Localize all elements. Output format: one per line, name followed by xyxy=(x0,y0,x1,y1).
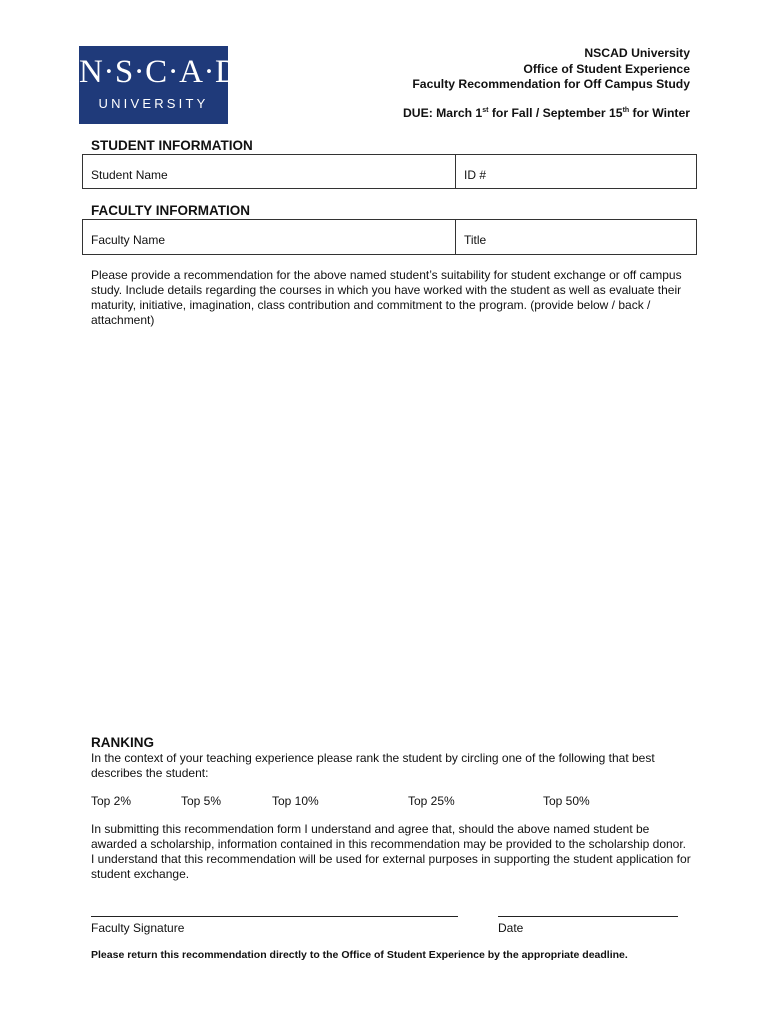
rank-option-top-50[interactable]: Top 50% xyxy=(543,794,590,808)
student-name-field[interactable] xyxy=(83,155,463,188)
student-id-field[interactable] xyxy=(456,155,696,188)
due-sup-1: st xyxy=(482,106,489,114)
logo-subtitle: UNIVERSITY xyxy=(98,96,209,111)
header-university: NSCAD University xyxy=(584,46,690,60)
header-form-title: Faculty Recommendation for Off Campus Study xyxy=(412,77,690,91)
ranking-intro: In the context of your teaching experience please rank the student by circling one of the following that best describes the student: xyxy=(91,751,655,780)
faculty-title-label: Title xyxy=(464,233,487,247)
student-info-title: STUDENT INFORMATION xyxy=(91,138,253,153)
header-office: Office of Student Experience xyxy=(523,62,690,76)
date-label: Date xyxy=(498,921,524,935)
agreement-text: In submitting this recommendation form I understand and agree that, should the above named student be awarded a scholarship, information contained in this recommendation may be provided to the scholarship donor. I understand that this recommendation will be used for external purposes in supporting the student application for student exchange. xyxy=(91,822,691,881)
nscad-logo xyxy=(79,46,240,124)
faculty-title-field[interactable] xyxy=(456,220,696,254)
due-prefix: DUE: March 1 xyxy=(402,106,483,120)
ranking-title: RANKING xyxy=(91,735,154,750)
faculty-signature-line[interactable] xyxy=(91,916,458,917)
faculty-name-label: Faculty Name xyxy=(91,233,166,247)
logo-wordmark: N·S·C·A·D xyxy=(79,54,240,90)
student-name-label: Student Name xyxy=(91,168,168,182)
student-info-box xyxy=(82,154,697,189)
faculty-name-field[interactable] xyxy=(83,220,463,254)
due-suffix: for Winter xyxy=(629,106,690,120)
rank-option-top-25[interactable]: Top 25% xyxy=(408,794,455,808)
faculty-info-box xyxy=(82,219,697,255)
recommendation-area[interactable] xyxy=(91,335,691,725)
student-id-label: ID # xyxy=(464,168,487,182)
header-due-date xyxy=(403,106,690,121)
rank-option-top-10[interactable]: Top 10% xyxy=(272,794,319,808)
date-line[interactable] xyxy=(498,916,678,917)
rank-option-top-2[interactable]: Top 2% xyxy=(91,794,132,808)
faculty-info-title: FACULTY INFORMATION xyxy=(91,203,250,218)
rank-option-top-5[interactable]: Top 5% xyxy=(181,794,222,808)
due-mid: for Fall / September 15 xyxy=(488,106,623,120)
instructions-text: Please provide a recommendation for the above named student’s suitability for student exchange or off campus study. Include details regarding the courses in which you have worked with the student as well as evaluate their maturity, initiative, imagination, class contribution and commitment to the program. (provide below / back / attachment) xyxy=(91,268,682,327)
faculty-signature-label: Faculty Signature xyxy=(91,921,185,935)
due-sup-2: th xyxy=(622,106,630,114)
return-instructions: Please return this recommendation directly to the Office of Student Experience by the appropriate deadline. xyxy=(91,949,628,961)
